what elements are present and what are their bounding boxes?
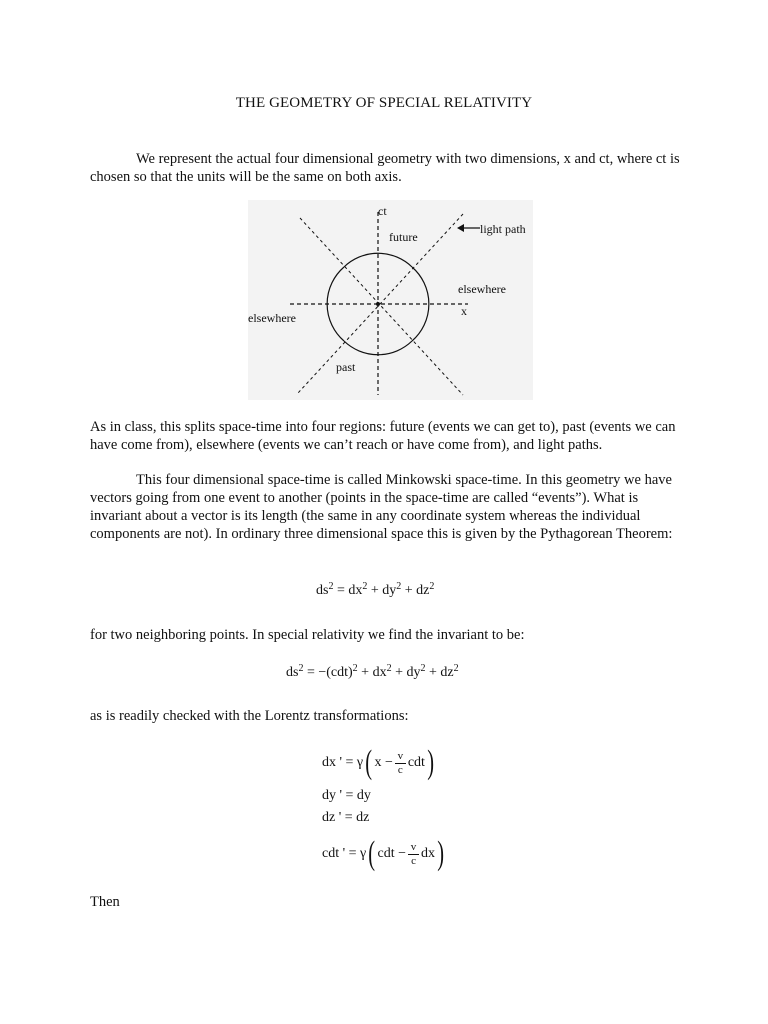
- v-over-c-fraction: $\frac{v}{c}$: [408, 842, 419, 867]
- lorentz-dz-equation: dz ' = dz: [322, 810, 370, 825]
- elsewhere-right-label: elsewhere: [458, 282, 506, 296]
- pythagorean-equation: $ds^2 = dx^2 + dy^2 + dz^2$: [316, 581, 435, 598]
- ct-label: ct: [378, 204, 387, 218]
- then-paragraph: Then: [90, 894, 120, 910]
- invariant-paragraph: for two neighboring points. In special relativity we find the invariant to be:: [90, 627, 525, 643]
- lorentz-cdt-equation: cdt ' = γ ( cdt − $\frac{v}{c}$ dx ): [322, 835, 445, 872]
- regions-paragraph: As in class, this splits space-time into four regions: future (events we can get to), past (events we can have come from), elsewhere (events we can’t reach or have come from), and light paths.: [90, 419, 676, 453]
- page-title: THE GEOMETRY OF SPECIAL RELATIVITY: [235, 95, 533, 111]
- intro-paragraph: We represent the actual four dimensional geometry with two dimensions, x and ct, where ct is chosen so that the units will be the same on both axis.: [90, 151, 680, 185]
- lorentz-dx-equation: dx ' = γ ( x − $\frac{v}{c}$ cdt ): [322, 744, 435, 781]
- minkowski-equation: $ds^2 = -(cdt)^2 + dx^2 + dy^2 + dz^2$: [286, 663, 459, 680]
- future-label: future: [389, 230, 418, 244]
- x-label: x: [461, 304, 467, 318]
- spacetime-diagram: [248, 200, 533, 400]
- light-path-label: light path: [480, 222, 526, 236]
- lorentz-intro-paragraph: as is readily checked with the Lorentz transformations:: [90, 708, 409, 724]
- v-over-c-fraction: $\frac{v}{c}$: [395, 751, 406, 776]
- past-label: past: [336, 360, 356, 374]
- elsewhere-left-label: elsewhere: [248, 311, 296, 325]
- lorentz-dy-equation: dy ' = dy: [322, 788, 371, 803]
- minkowski-paragraph: This four dimensional space-time is called Minkowski space-time. In this geometry we have vectors going from one event to another (points in the space-time are called “events”). What is invariant about a vector is its length (the same in any coordinate system whereas the individual components are not). In ordinary three dimensional space this is given by the Pythagorean Theorem:: [90, 472, 673, 542]
- origin-point: [376, 302, 380, 306]
